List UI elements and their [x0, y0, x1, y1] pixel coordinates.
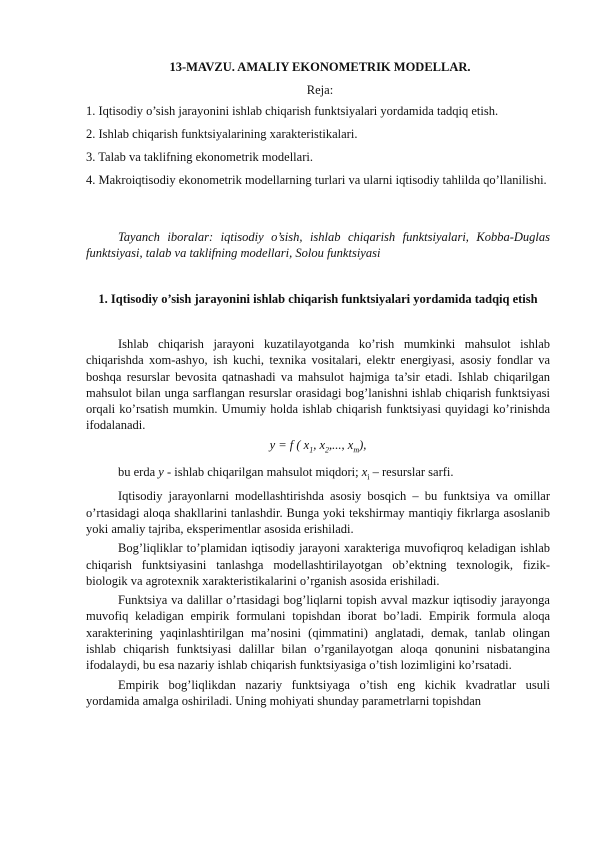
section-heading: 1. Iqtisodiy o’sish jarayonini ishlab chiqarish funktsiyalari yordamida tadqiq etish	[98, 292, 538, 306]
paragraph: Ishlab chiqarish jarayoni kuzatilayotganda ko’rish mumkinki mahsulot ishlab chiqarishda xom-ashyo, ish kuchi, texnika vositalari, elektr energiyasi, asosiy fondlar va boshqa resurslar bevosita qatnashadi va mahsulot hajmiga ta’sir etadi. Ishlab chiqarilgan mahsulot bilan unga sarflangan resurslar orasidagi bog’lanishni ishlab chiqarish funktsiyasi orqali ko’rsatish mumkin. Umumiy holda ishlab chiqarish funktsiyasi quyidagi ko’rinishda ifodalanadi.	[86, 337, 550, 433]
production-function-formula: y = f ( $x_1$, $x_2$,..., $x_m$),	[269, 437, 367, 455]
plan-item: 4. Makroiqtisodiy ekonometrik modellarning turlari va ularni iqtisodiy tahlilda qo’llanilishi.	[86, 173, 547, 187]
paragraph: Iqtisodiy jarayonlarni modellashtirishda asosiy bosqich – bu funktsiya va omillar o’rtasidagi aloqa shakllarini tanlashdir. Bunga yoki tekshirmay mantiqiy fikrlarga asoslanib yoki amaliy tajriba, eksperimentlar asosida erishiladi.	[86, 489, 550, 536]
plan-list	[86, 104, 550, 188]
body-text	[86, 336, 550, 712]
paragraph: Funktsiya va dalillar o’rtasidagi bog’liqlarni topish avval mazkur iqtisodiy jarayonga muvofiq keladigan empirik formulani topishdan iborat bo’ladi. Empirik formula aloqa xarakterining yaqinlashtirilgan ma’nosini (qimmatini) anglatadi, demak, tanlab olingan ishlab chiqarish funktsiyasi dalillar bilan o’rganilayotgan aloqa qonunini nisbatangina ifodalaydi, bu esa nazariy ishlab chiqarish funktsiyasiga o’tish lozimligini ko’rsatadi.	[86, 593, 550, 673]
plan-item: 3. Talab va taklifning ekonometrik modellari.	[86, 150, 313, 164]
keywords-paragraph: Tayanch iboralar: iqtisodiy o’sish, ishlab chiqarish funktsiyalari, Kobba-Duglas funktsiyasi, talab va taklifning modellari, Solou funktsiyasi	[86, 230, 550, 260]
formula-explanation: bu erda y - ishlab chiqarilgan mahsulot miqdori; $x_i$ – resurslar sarfi.	[118, 464, 454, 482]
paragraph: Empirik bog’liqlikdan nazariy funktsiyaga o’tish eng kichik kvadratlar usuli yordamida amalga oshiriladi. Uning mohiyati shunday parametrlarni topishdan	[86, 677, 550, 708]
document-title: 13-MAVZU. AMALIY EKONOMETRIK MODELLAR.	[169, 60, 471, 74]
plan-item: 2. Ishlab chiqarish funktsiyalarining xarakteristikalari.	[86, 127, 358, 141]
plan-item: 1. Iqtisodiy o’sish jarayonini ishlab chiqarish funktsiyalari yordamida tadqiq etish.	[86, 104, 499, 118]
plan-heading: Reja:	[306, 83, 334, 97]
paragraph: Bog’liqliklar to’plamidan iqtisodiy jarayoni xarakteriga muvofiqroq keladigan ishlab chiqarish funktsiyasini tanlashga modellashtirilayotgan ob’ektning texnologik, fizik-biologik va agrotexnik xarakteristikalarini o’rganish asosida erishiladi.	[86, 541, 550, 588]
